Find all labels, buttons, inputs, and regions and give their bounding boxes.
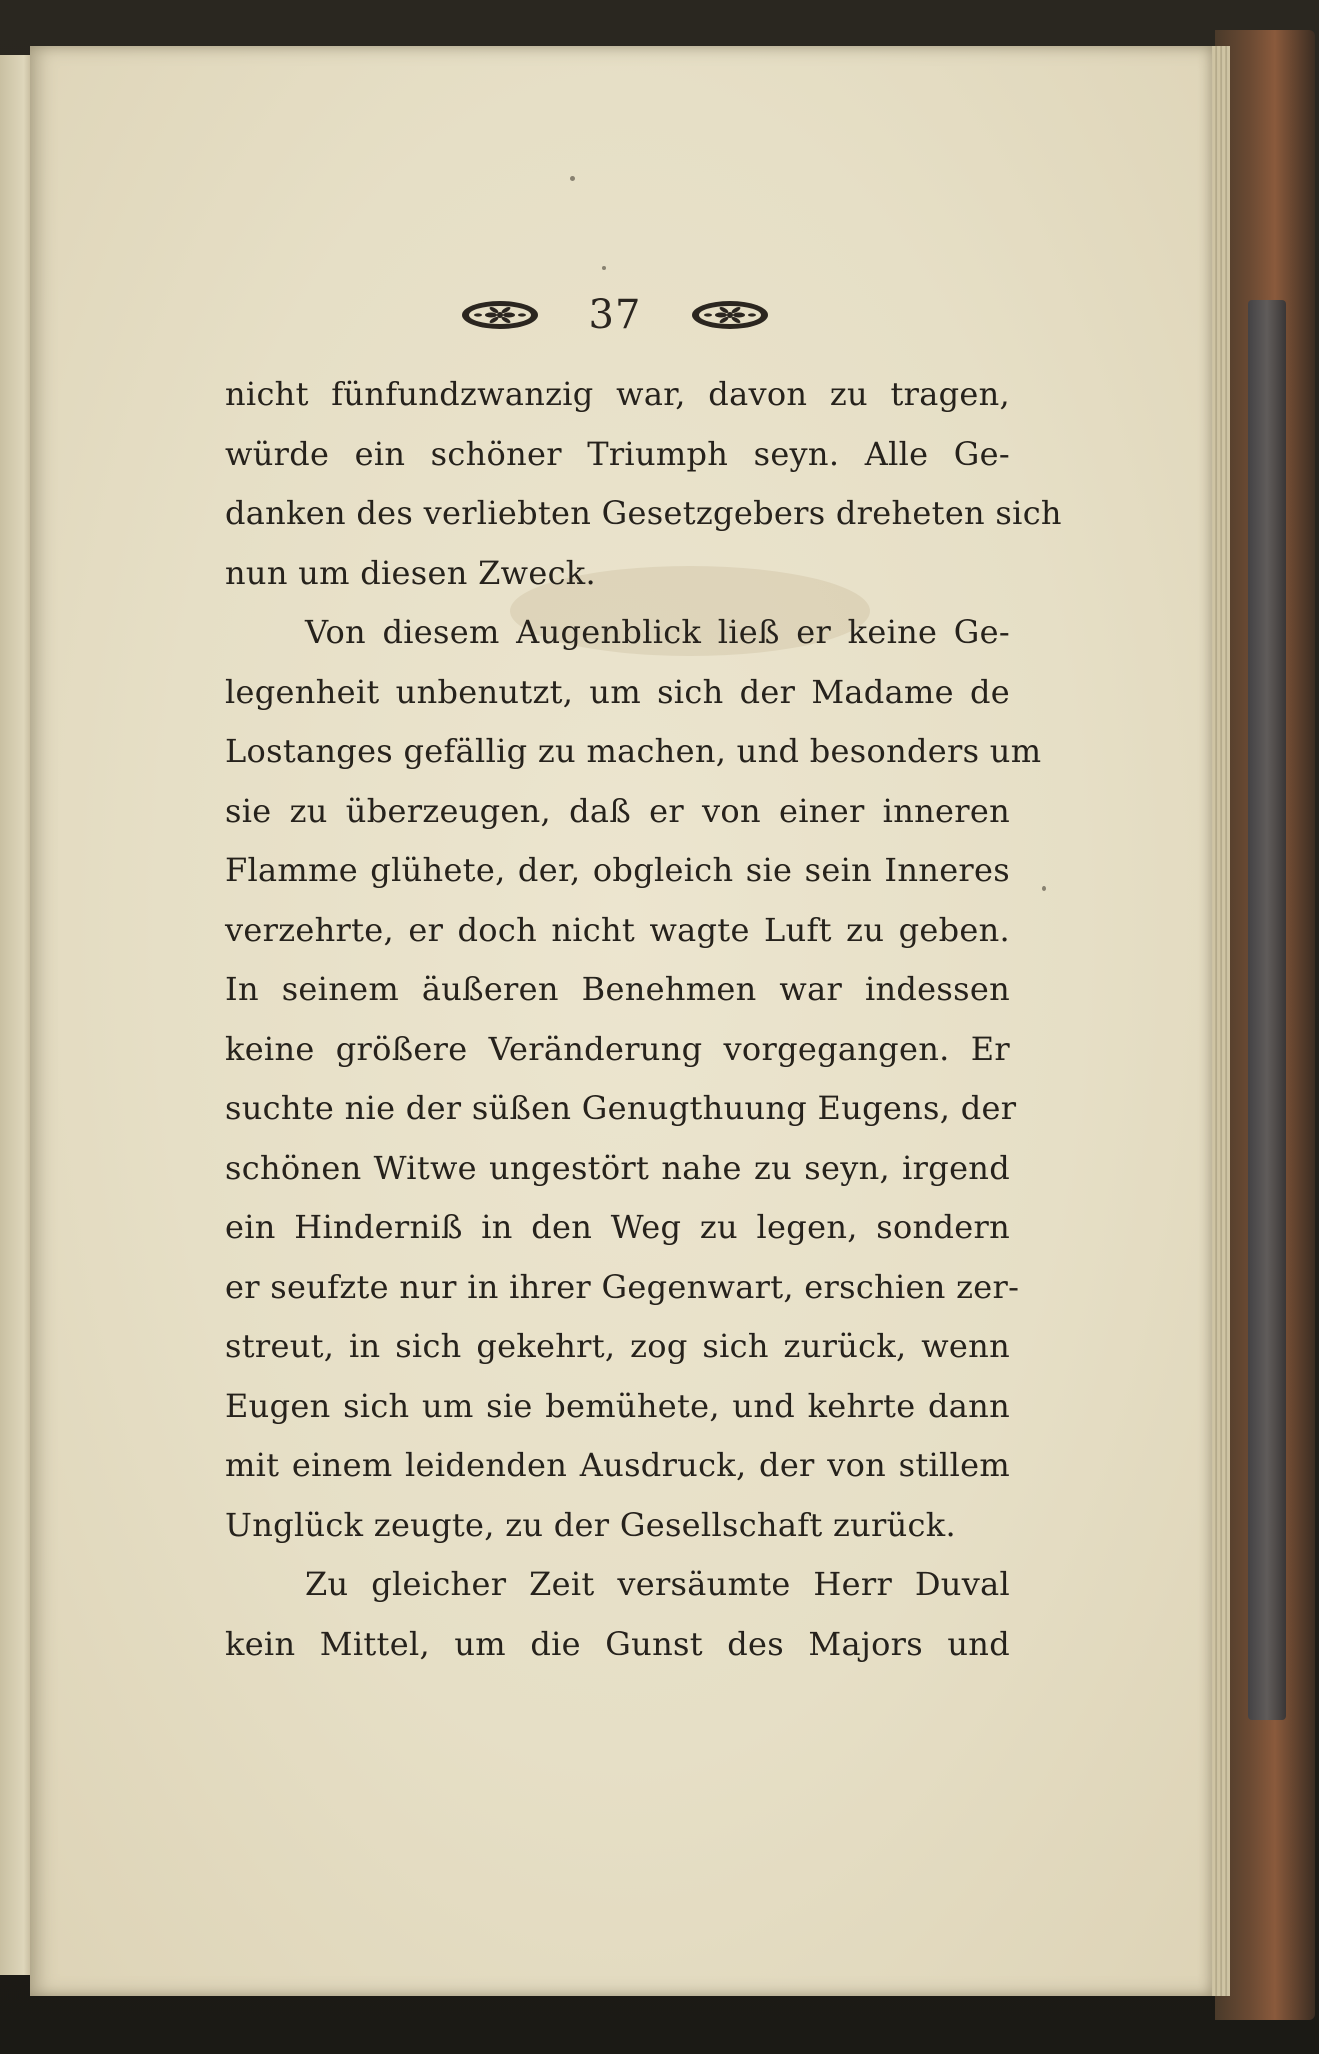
text-line: Lostanges gefällig zu machen, und besonders um <box>225 732 1042 770</box>
text-line: suchte nie der süßen Genugthuung Eugens, der <box>225 1089 1017 1127</box>
text-line: Zu gleicher Zeit versäumte Herr Duval <box>305 1565 1010 1603</box>
book-spine-cloth <box>1248 300 1286 1720</box>
text-line: würde ein schöner Triumph seyn. Alle Ge- <box>225 434 1010 473</box>
text-line: verzehrte, er doch nicht wagte Luft zu geben. <box>225 910 1010 949</box>
text-line: nicht fünfundzwanzig war, davon zu tragen, <box>225 375 1010 413</box>
text-line: Flamme glühete, der, obgleich sie sein Inneres <box>225 851 1010 889</box>
page-speck <box>1042 886 1046 891</box>
text-line: sie zu überzeugen, daß er von einer inneren <box>225 791 1010 830</box>
text-line: schönen Witwe ungestört nahe zu seyn, irgend <box>225 1148 1010 1187</box>
page-speck <box>570 176 575 181</box>
page-speck <box>602 266 606 270</box>
text-line: In seinem äußeren Benehmen war indessen <box>225 970 1010 1008</box>
rosette-ornament-icon <box>690 298 770 332</box>
text-line: danken des verliebten Gesetzgebers dreheten sich <box>225 494 1062 532</box>
text-line: Eugen sich um sie bemühete, und kehrte dann <box>225 1386 1010 1425</box>
page-number: 37 <box>588 292 642 338</box>
text-line: Von diesem Augenblick ließ er keine Ge- <box>305 613 1010 651</box>
text-line: legenheit unbenutzt, um sich der Madame de <box>225 672 1010 711</box>
text-line: streut, in sich gekehrt, zog sich zurück, wenn <box>225 1327 1010 1365</box>
body-text <box>225 365 1062 1674</box>
text-line: Unglück zeugte, zu der Gesellschaft zurück. <box>225 1505 956 1544</box>
page-header <box>460 285 770 345</box>
text-line: nun um diesen Zweck. <box>225 553 596 592</box>
text-line: mit einem leidenden Ausdruck, der von stillem <box>225 1446 1010 1484</box>
text-line: kein Mittel, um die Gunst des Majors und <box>225 1624 1010 1663</box>
rosette-ornament-icon <box>460 298 540 332</box>
text-line: keine größere Veränderung vorgegangen. Er <box>225 1029 1010 1068</box>
text-line: ein Hinderniß in den Weg zu legen, sondern <box>225 1208 1010 1246</box>
text-line: er seufzte nur in ihrer Gegenwart, erschien zer- <box>225 1267 1020 1306</box>
